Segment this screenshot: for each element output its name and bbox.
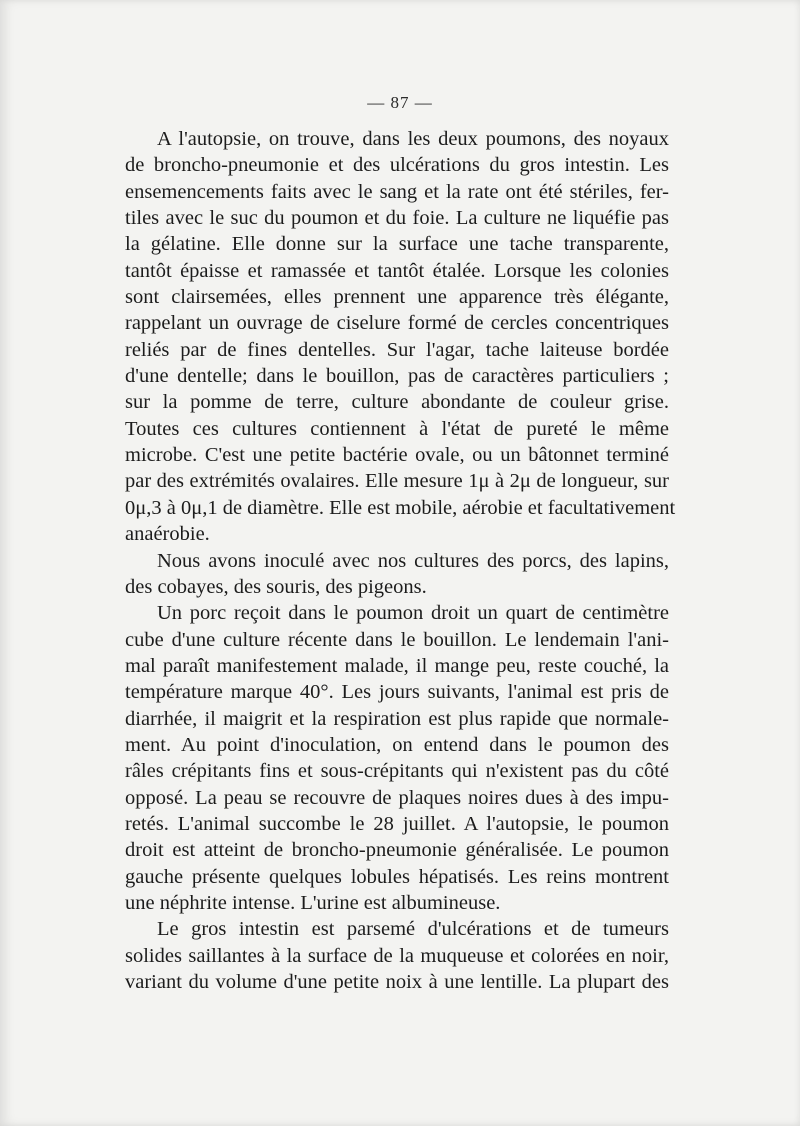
text-line: opposé. La peau se recouvre de plaques noires dues à des impu- [125, 786, 669, 809]
text-line: 0μ,3 à 0μ,1 de diamètre. Elle est mobile, aérobie et facultativement [125, 496, 676, 519]
text-line: rappelant un ouvrage de ciselure formé de cercles concentriques [125, 312, 669, 335]
text-line: ment. Au point d'inoculation, on entend dans le poumon des [125, 733, 669, 756]
text-line: Toutes ces cultures contiennent à l'état de pureté le même [125, 417, 669, 440]
text-line: cube d'une culture récente dans le bouillon. Le lendemain l'ani- [125, 628, 669, 651]
text-line: d'une dentelle; dans le bouillon, pas de caractères particuliers ; [125, 365, 669, 388]
text-line: mal paraît manifestement malade, il mange peu, reste couché, la [125, 654, 669, 677]
text-line: tantôt épaisse et ramassée et tantôt étalée. Lorsque les colonies [125, 259, 669, 282]
text-line: reliés par de fines dentelles. Sur l'agar, tache laiteuse bordée [125, 338, 669, 361]
text-line: température marque 40°. Les jours suivants, l'animal est pris de [125, 681, 669, 704]
text-line: variant du volume d'une petite noix à une lentille. La plupart des [125, 971, 669, 993]
text-line: râles crépitants fins et sous-crépitants qui n'existent pas du côté [125, 760, 669, 783]
text-line: solides saillantes à la surface de la muqueuse et colorées en noir, [125, 944, 669, 967]
text-line: gauche présente quelques lobules hépatisés. Les reins montrent [125, 865, 669, 888]
text-line: sur la pomme de terre, culture abondante de couleur grise. [125, 391, 669, 414]
text-line: Nous avons inoculé avec nos cultures des porcs, des lapins, [157, 549, 669, 572]
text-line: anaérobie. [125, 523, 210, 546]
text-line: tiles avec le suc du poumon et du foie. La culture ne liquéfie pas [125, 207, 669, 230]
text-line: diarrhée, il maigrit et la respiration est plus rapide que normale- [125, 707, 669, 730]
text-line: A l'autopsie, on trouve, dans les deux poumons, des noyaux [157, 128, 669, 150]
body-text [125, 126, 676, 995]
text-line: sont clairsemées, elles prennent une apparence très élégante, [125, 286, 669, 309]
text-line: Le gros intestin est parsemé d'ulcérations et de tumeurs [157, 918, 669, 941]
text-line: Un porc reçoit dans le poumon droit un quart de centimètre [157, 602, 669, 625]
text-line: retés. L'animal succombe le 28 juillet. A l'autopsie, le poumon [125, 812, 669, 835]
text-line: ensemencements faits avec le sang et la rate ont été stériles, fer- [125, 180, 669, 203]
text-line: une néphrite intense. L'urine est albumineuse. [125, 891, 501, 914]
text-line: de broncho-pneumonie et des ulcérations du gros intestin. Les [125, 154, 669, 177]
text-line: la gélatine. Elle donne sur la surface une tache transparente, [125, 233, 669, 256]
text-line: des cobayes, des souris, des pigeons. [125, 575, 427, 598]
page-number: — 87 — [367, 93, 433, 112]
text-line: droit est atteint de broncho-pneumonie généralisée. Le poumon [125, 839, 669, 862]
text-line: microbe. C'est une petite bactérie ovale, ou un bâtonnet terminé [125, 444, 669, 467]
text-line: par des extrémités ovalaires. Elle mesure 1μ à 2μ de longueur, sur [125, 470, 669, 493]
